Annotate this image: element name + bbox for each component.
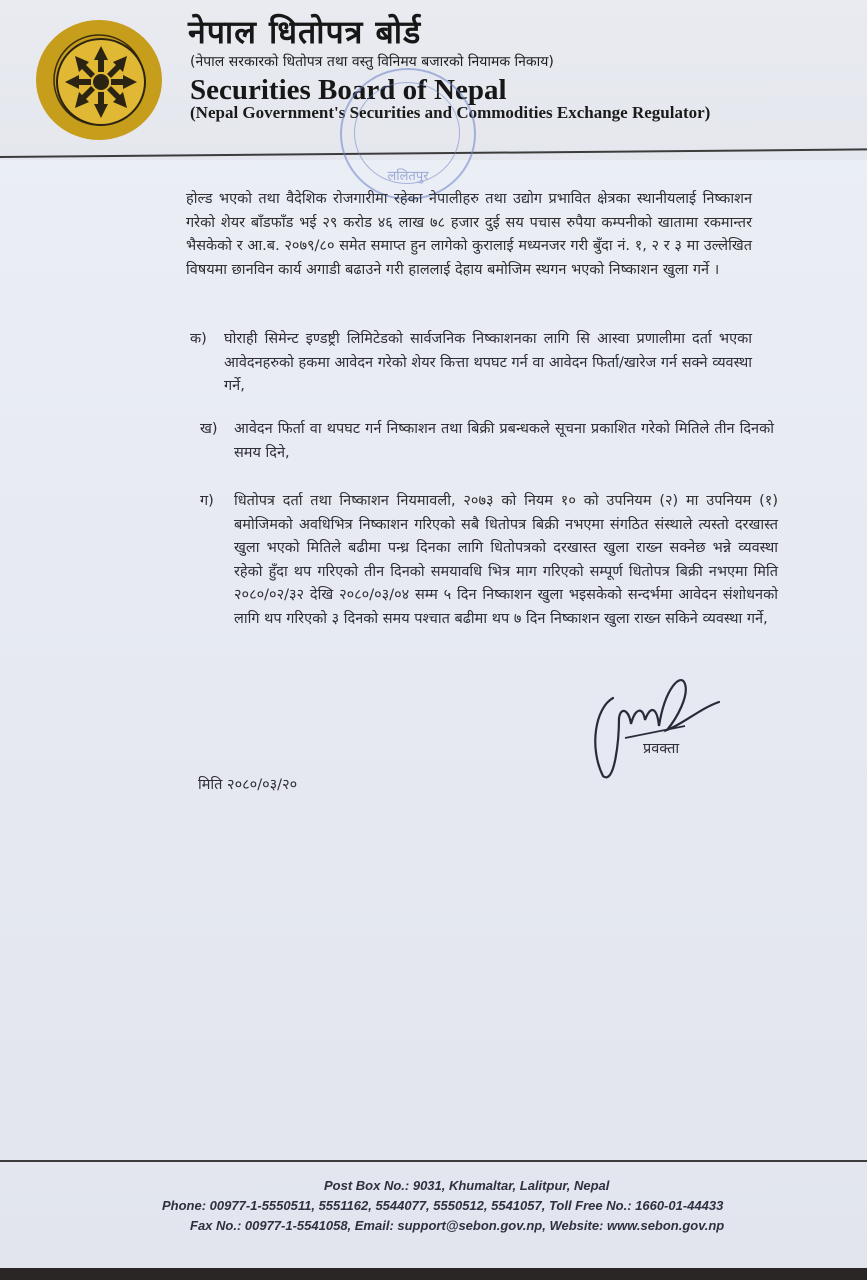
footer-rule [0, 1160, 867, 1162]
item-text: आवेदन फिर्ता वा थपघट गर्न निष्काशन तथा बिक्री प्रबन्धकले सूचना प्रकाशित गरेको मितिले तीन दिनको समय दिने, [234, 421, 774, 461]
arrows-emblem-icon [58, 40, 144, 124]
office-stamp [340, 68, 476, 200]
item-label: क) [190, 331, 207, 347]
footer-fax-email-web: Fax No.: 00977-1-5541058, Email: support@sebon.gov.np, Website: www.sebon.gov.np [190, 1218, 725, 1233]
signatory-title: प्रवक्ता [643, 741, 680, 757]
footer-phone: Phone: 00977-1-5550511, 5551162, 5544077, 5550512, 5541057, Toll Free No.: 1660-01-44433 [162, 1198, 724, 1213]
item-text: घोराही सिमेन्ट इण्डष्ट्री लिमिटेडको सार्वजनिक निष्काशनका लागि सि आस्वा प्रणालीमा दर्ता भएका आवेदनहरुको हकमा आवेदन गरेको शेयर कित्ता थपघट गर्न वा आवेदन फिर्ता/खारेज गर्न सक्ने व्यवस्था गर्ने, [224, 331, 752, 394]
subtitle-english: (Nepal Government's Securities and Commodities Exchange Regulator) [190, 103, 711, 122]
stamp-text: ललितपुर [387, 169, 429, 184]
footer-address: Post Box No.: 9031, Khumaltar, Lalitpur, Nepal [324, 1178, 610, 1193]
notice-intro-paragraph: होल्ड भएको तथा वैदेशिक रोजगारीमा रहेका नेपालीहरु तथा उद्योग प्रभावित क्षेत्रका स्थानीयलाई निष्काशन गरेको शेयर बाँडफाँड भई २९ करोड ४६ लाख ७८ हजार दुई सय पचास रुपैया कम्पनीको खातामा रकमान्तर भैसकेको र आ.ब. २०७९/८० समेत समाप्त हुन लागेको कुरालाई मध्यनजर गरी बुँदा नं. १, २ र ३ मा उल्लेखित विषयमा छानविन कार्य अगाडी बढाउने गरी हाललाई देहाय बमोजिम स्थगन भएको निष्काशन खुला गर्ने । [186, 191, 752, 278]
subtitle-nepali: (नेपाल सरकारको धितोपत्र तथा वस्तु विनिमय बजारको नियामक निकाय) [190, 54, 554, 70]
title-english: Securities Board of Nepal [190, 74, 507, 106]
item-label: ख) [200, 421, 218, 437]
item-label: ग) [200, 493, 214, 509]
handwritten-signature [585, 668, 725, 788]
item-text: धितोपत्र दर्ता तथा निष्काशन नियमावली, २०७३ को नियम १० को उपनियम (२) मा उपनियम (१) बमोजिमको अवधिभित्र निष्काशन गरिएको सबै धितोपत्र बिक्री नभएमा संगठित संस्थाले त्यस्तो दरखास्त खुला भएको मितिले बढीमा पन्ध्र दिनका लागि धितोपत्रको दरखास्त खुला राख्न सक्नेछ भन्ने व्यवस्था रहेको हुँदा थप गरिएको तीन दिनको समयावधि भित्र माग गरिएको सम्पूर्ण धितोपत्र बिक्री नभएमा मिति २०८०/०२/३२ देखि २०८०/०३/०४ सम्म ५ दिन निष्काशन खुला भइसकेको सन्दर्भमा आवेदन संशोधनको लागि थप गरिएको ३ दिनको समय पश्चात बढीमा थप ७ दिन निष्काशन खुला राख्न सकिने व्यवस्था गर्ने, [234, 493, 778, 627]
notice-date: मिति २०८०/०३/२० [198, 777, 298, 793]
seal-emblem [56, 38, 146, 126]
title-nepali: नेपाल धितोपत्र बोर्ड [188, 13, 422, 51]
sebon-seal-logo [36, 20, 162, 140]
